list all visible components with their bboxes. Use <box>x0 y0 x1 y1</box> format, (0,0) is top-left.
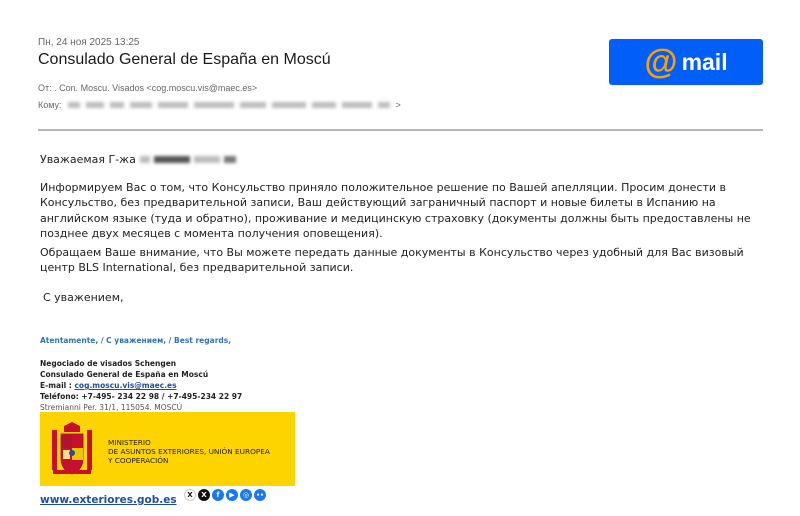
ministry-line: Y COOPERACIÓN <box>108 456 169 465</box>
email-to <box>38 100 401 110</box>
ministry-name <box>108 438 270 465</box>
ministry-banner <box>40 412 295 486</box>
signature-consulate: Consulado General de España en Moscú <box>40 370 209 379</box>
redacted-text <box>342 102 372 108</box>
signature-email <box>40 381 177 390</box>
greeting-text: Уважаемая Г-жа <box>40 153 136 166</box>
email-label: E-mail : <box>40 381 75 390</box>
greeting <box>40 152 770 167</box>
redacted-text <box>272 102 306 108</box>
website-link[interactable]: www.exteriores.gob.es <box>40 494 177 506</box>
redacted-text <box>312 102 336 108</box>
ministry-line: MINISTERIO <box>108 438 151 447</box>
signature-address: Stremianni Per. 31/1, 115054. MOSCÚ <box>40 403 183 412</box>
redacted-text <box>378 102 390 108</box>
to-label: Кому: <box>38 100 62 110</box>
flickr-icon[interactable]: •• <box>254 489 266 501</box>
closing: С уважением, <box>43 291 124 304</box>
redacted-text <box>240 102 266 108</box>
logo-word: mail <box>681 48 728 75</box>
email-date: Пн, 24 ноя 2025 13:25 <box>38 37 140 48</box>
redacted-text <box>86 102 104 108</box>
x-icon[interactable]: X <box>198 489 210 501</box>
ministry-line: DE ASUNTOS EXTERIORES, UNIÓN EUROPEA <box>108 447 270 456</box>
coat-of-arms-icon <box>50 420 94 480</box>
redacted-text <box>110 102 124 108</box>
body-paragraph: Обращаем Ваше внимание, что Вы можете передать данные документы в Консульство через удобный для Вас визовый центр BLS International, без предварительной записи. <box>40 246 744 275</box>
social-links <box>184 489 266 501</box>
redacted-text <box>224 156 236 163</box>
header-divider <box>38 129 763 131</box>
to-end: > <box>395 100 401 110</box>
at-sign-icon: @ <box>644 43 678 81</box>
signature-phone: Teléfono: +7-495- 234 22 98 / +7-495-234 22 97 <box>40 392 243 401</box>
x-icon[interactable]: X <box>184 489 196 501</box>
email-link[interactable]: cog.moscu.vis@maec.es <box>74 381 177 390</box>
instagram-icon[interactable]: ◎ <box>240 489 252 501</box>
youtube-icon[interactable]: ▶ <box>226 489 238 501</box>
redacted-text <box>130 102 152 108</box>
signature-tagline: Atentamente, / С уважением, / Best regards, <box>40 336 232 345</box>
email-subject: Consulado General de España en Moscú <box>38 51 331 68</box>
body-paragraph: Информируем Вас о том, что Консульство приняло положительное решение по Вашей апелляции. Просим донести в Консульство, без предварительной записи, Ваш действующий заграничный паспорт и новые билеты в Испанию на английском языке (туда и обратно), проживание и медицинскую страховку (документы должны быть предоставлены не позднее двух месяцев с момента получения оповещения). <box>40 181 751 241</box>
redacted-text <box>140 156 150 163</box>
redacted-text <box>158 102 188 108</box>
facebook-icon[interactable]: f <box>212 489 224 501</box>
redacted-text <box>154 156 190 163</box>
signature-org: Negociado de visados Schengen <box>40 359 177 368</box>
redacted-text <box>194 102 234 108</box>
mail-logo <box>609 39 763 85</box>
redacted-text <box>68 102 80 108</box>
redacted-text <box>194 156 220 163</box>
email-from: От: . Con. Moscu. Visados <cog.moscu.vis@maec.es> <box>38 83 258 93</box>
